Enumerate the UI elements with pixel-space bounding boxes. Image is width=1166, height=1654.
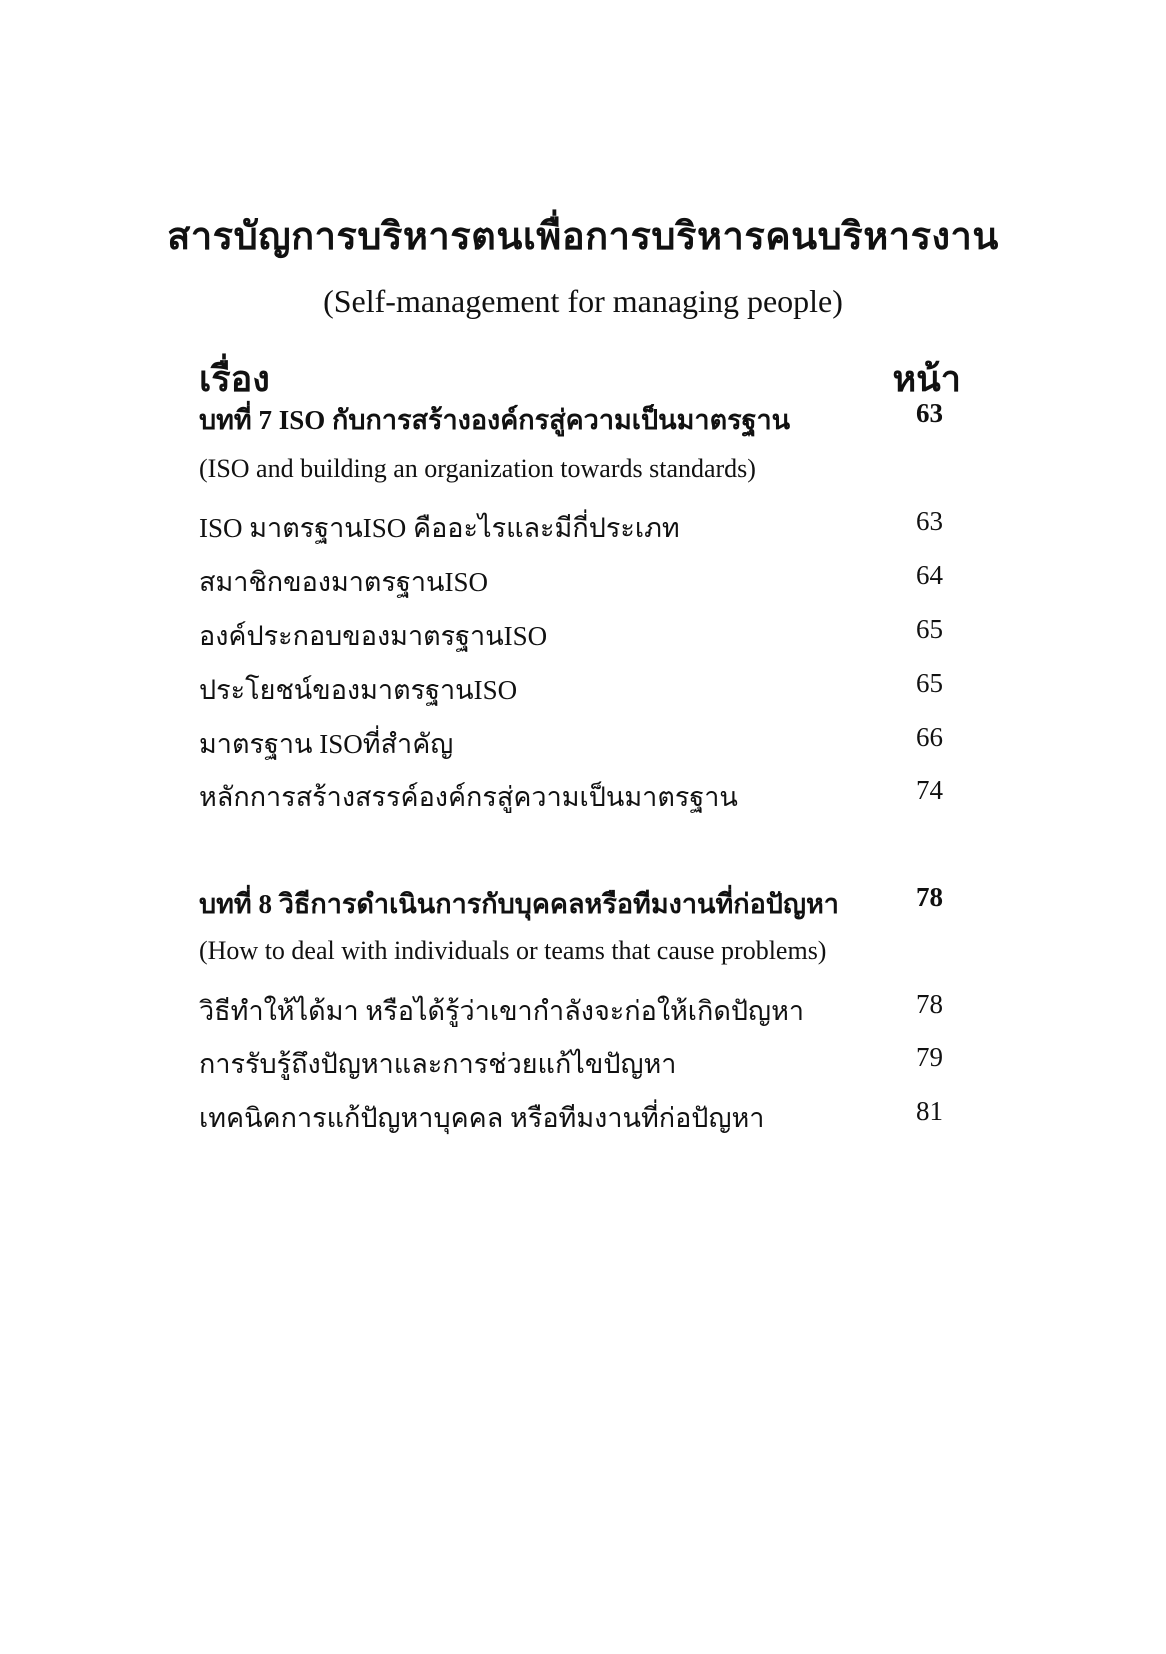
chapter-page: 63 (916, 398, 943, 428)
toc-item-page: 65 (916, 668, 943, 698)
toc-item-text: ประโยชน์ของมาตรฐานISO (199, 675, 518, 705)
toc-item-text: การรับรู้ถึงปัญหาและการช่วยแก้ไขปัญหา (199, 1049, 677, 1079)
toc-item-page: 81 (916, 1096, 943, 1126)
chapter-title: บทที่ 8 วิธีการดำเนินการกับบุคคลหรือทีมงานที่ก่อปัญหา (199, 889, 839, 919)
toc-item-text: สมาชิกของมาตรฐานISO (199, 567, 488, 597)
toc-item-text: วิธีทำให้ได้มา หรือได้รู้ว่าเขากำลังจะก่อให้เกิดปัญหา (199, 996, 805, 1026)
page-title: สารบัญการบริหารตนเพื่อการบริหารคนบริหารงาน (167, 216, 999, 258)
topic-column-label: เรื่อง (199, 359, 270, 399)
chapter-8-english: (How to deal with individuals or teams that cause problems) (199, 936, 827, 965)
toc-item-page: 78 (916, 989, 943, 1019)
chapter-page: 78 (916, 882, 943, 912)
toc-item-page: 65 (916, 614, 943, 644)
page-subtitle: (Self-management for managing people) (323, 283, 843, 319)
page-column-label: หน้า (892, 359, 961, 399)
toc-item-text: หลักการสร้างสรรค์องค์กรสู่ความเป็นมาตรฐาน (199, 782, 738, 812)
chapter-title: บทที่ 7 ISO กับการสร้างองค์กรสู่ความเป็นมาตรฐาน (199, 405, 791, 435)
toc-item-page: 79 (916, 1042, 943, 1072)
toc-item-page: 63 (916, 506, 943, 536)
toc-item-text: ISO มาตรฐานISO คืออะไรและมีกี่ประเภท (199, 513, 680, 543)
toc-item-page: 64 (916, 560, 943, 590)
chapter-7-english: (ISO and building an organization towards standards) (199, 454, 756, 483)
toc-item-text: มาตรฐาน ISOที่สำคัญ (199, 729, 454, 759)
toc-item-page: 74 (916, 775, 943, 805)
toc-item-text: องค์ประกอบของมาตรฐานISO (199, 621, 548, 651)
toc-item-page: 66 (916, 722, 943, 752)
toc-item-text: เทคนิคการแก้ปัญหาบุคคล หรือทีมงานที่ก่อปัญหา (199, 1103, 765, 1133)
